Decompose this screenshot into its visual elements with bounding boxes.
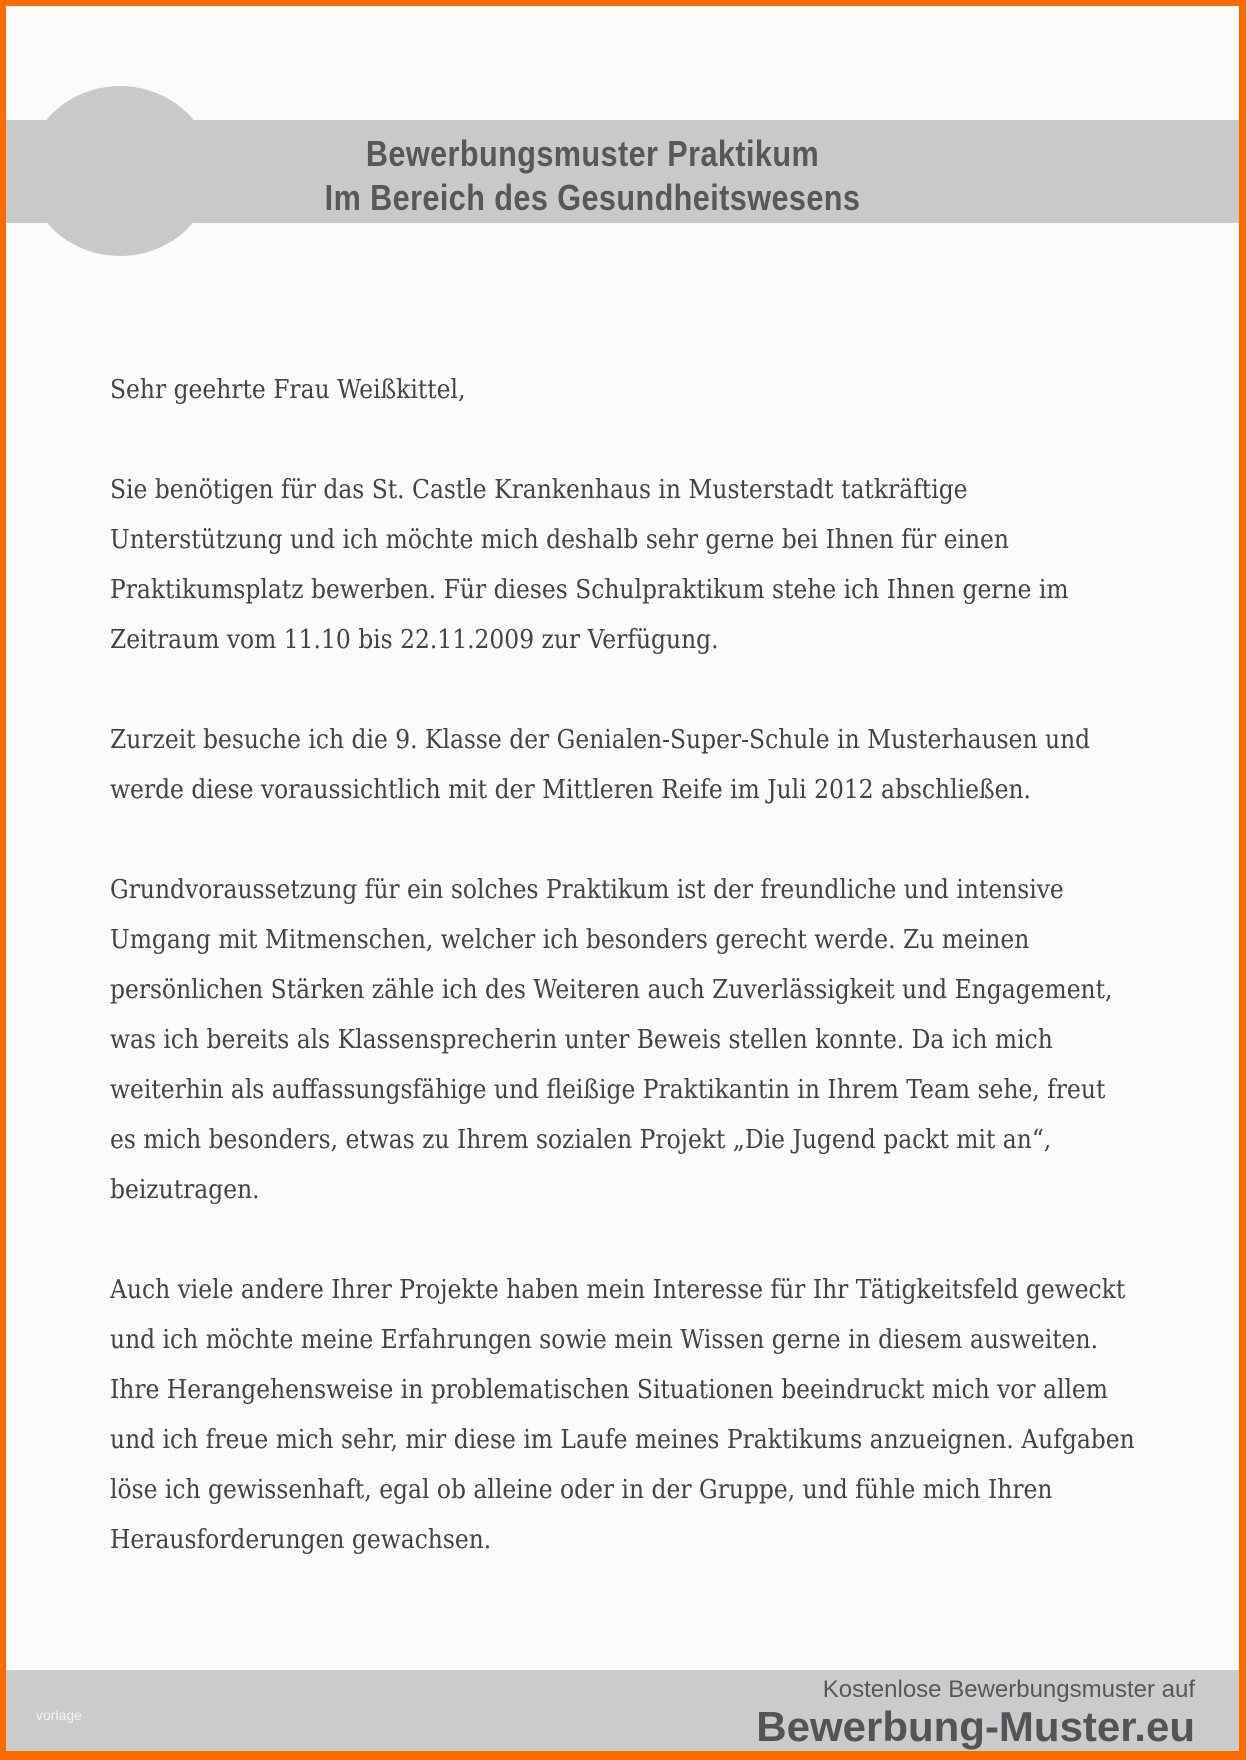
body-line: weiterhin als auffassungsfähige und fleißige Praktikantin in Ihrem Team sehe, freut: [110, 1075, 1106, 1105]
body-line: Zeitraum vom 11.10 bis 22.11.2009 zur Verfügung.: [110, 625, 719, 655]
letter-body: [110, 365, 1199, 1565]
page-title-line-2: Im Bereich des Gesundheitswesens: [324, 177, 861, 218]
body-line: Praktikumsplatz bewerben. Für dieses Schulpraktikum stehe ich Ihnen gerne im: [110, 575, 1069, 605]
body-line: und ich möchte meine Erfahrungen sowie mein Wissen gerne in diesem ausweiten.: [110, 1325, 1099, 1355]
paragraph-gap: [110, 1215, 1199, 1265]
body-line: werde diese voraussichtlich mit der Mittleren Reife im Juli 2012 abschließen.: [110, 775, 1031, 805]
body-line: Zurzeit besuche ich die 9. Klasse der Genialen-Super-Schule in Musterhausen und: [110, 725, 1091, 755]
body-line: löse ich gewissenhaft, egal ob alleine oder in der Gruppe, und fühle mich Ihren: [110, 1475, 1053, 1505]
footer-band: [6, 1670, 1239, 1751]
footer-brand-link[interactable]: Bewerbung-Muster.eu: [756, 1703, 1195, 1750]
page-title-line-1: Bewerbungsmuster Praktikum: [365, 133, 820, 174]
body-line: beizutragen.: [110, 1175, 260, 1205]
footer-text: [756, 1675, 1195, 1749]
body-line: und ich freue mich sehr, mir diese im Laufe meines Praktikums anzueignen. Aufgaben: [110, 1425, 1135, 1455]
body-line: Auch viele andere Ihrer Projekte haben mein Interesse für Ihr Tätigkeitsfeld geweckt: [110, 1275, 1126, 1305]
body-line: Unterstützung und ich möchte mich deshalb sehr gerne bei Ihnen für einen: [110, 525, 1009, 555]
page-title: [6, 132, 1179, 220]
body-line: Ihre Herangehensweise in problematischen Situationen beeindruckt mich vor allem: [110, 1375, 1108, 1405]
watermark-label: vorlage: [36, 1707, 82, 1723]
body-line: es mich besonders, etwas zu Ihrem sozialen Projekt „Die Jugend packt mit an“,: [110, 1125, 1052, 1155]
body-line: Grundvoraussetzung für ein solches Praktikum ist der freundliche und intensive: [110, 875, 1064, 905]
body-line: Sie benötigen für das St. Castle Krankenhaus in Musterstadt tatkräftige: [110, 475, 968, 505]
paragraph-gap: [110, 815, 1199, 865]
body-line: Sehr geehrte Frau Weißkittel,: [110, 375, 466, 405]
body-line: persönlichen Stärken zähle ich des Weiteren auch Zuverlässigkeit und Engagement,: [110, 975, 1113, 1005]
paragraph-gap: [110, 665, 1199, 715]
body-line: Umgang mit Mitmenschen, welcher ich besonders gerecht werde. Zu meinen: [110, 925, 1030, 955]
body-line: was ich bereits als Klassensprecherin unter Beweis stellen konnte. Da ich mich: [110, 1025, 1053, 1055]
body-line: Herausforderungen gewachsen.: [110, 1525, 492, 1555]
paragraph-gap: [110, 415, 1199, 465]
footer-tagline: Kostenlose Bewerbungsmuster auf: [822, 1676, 1195, 1703]
